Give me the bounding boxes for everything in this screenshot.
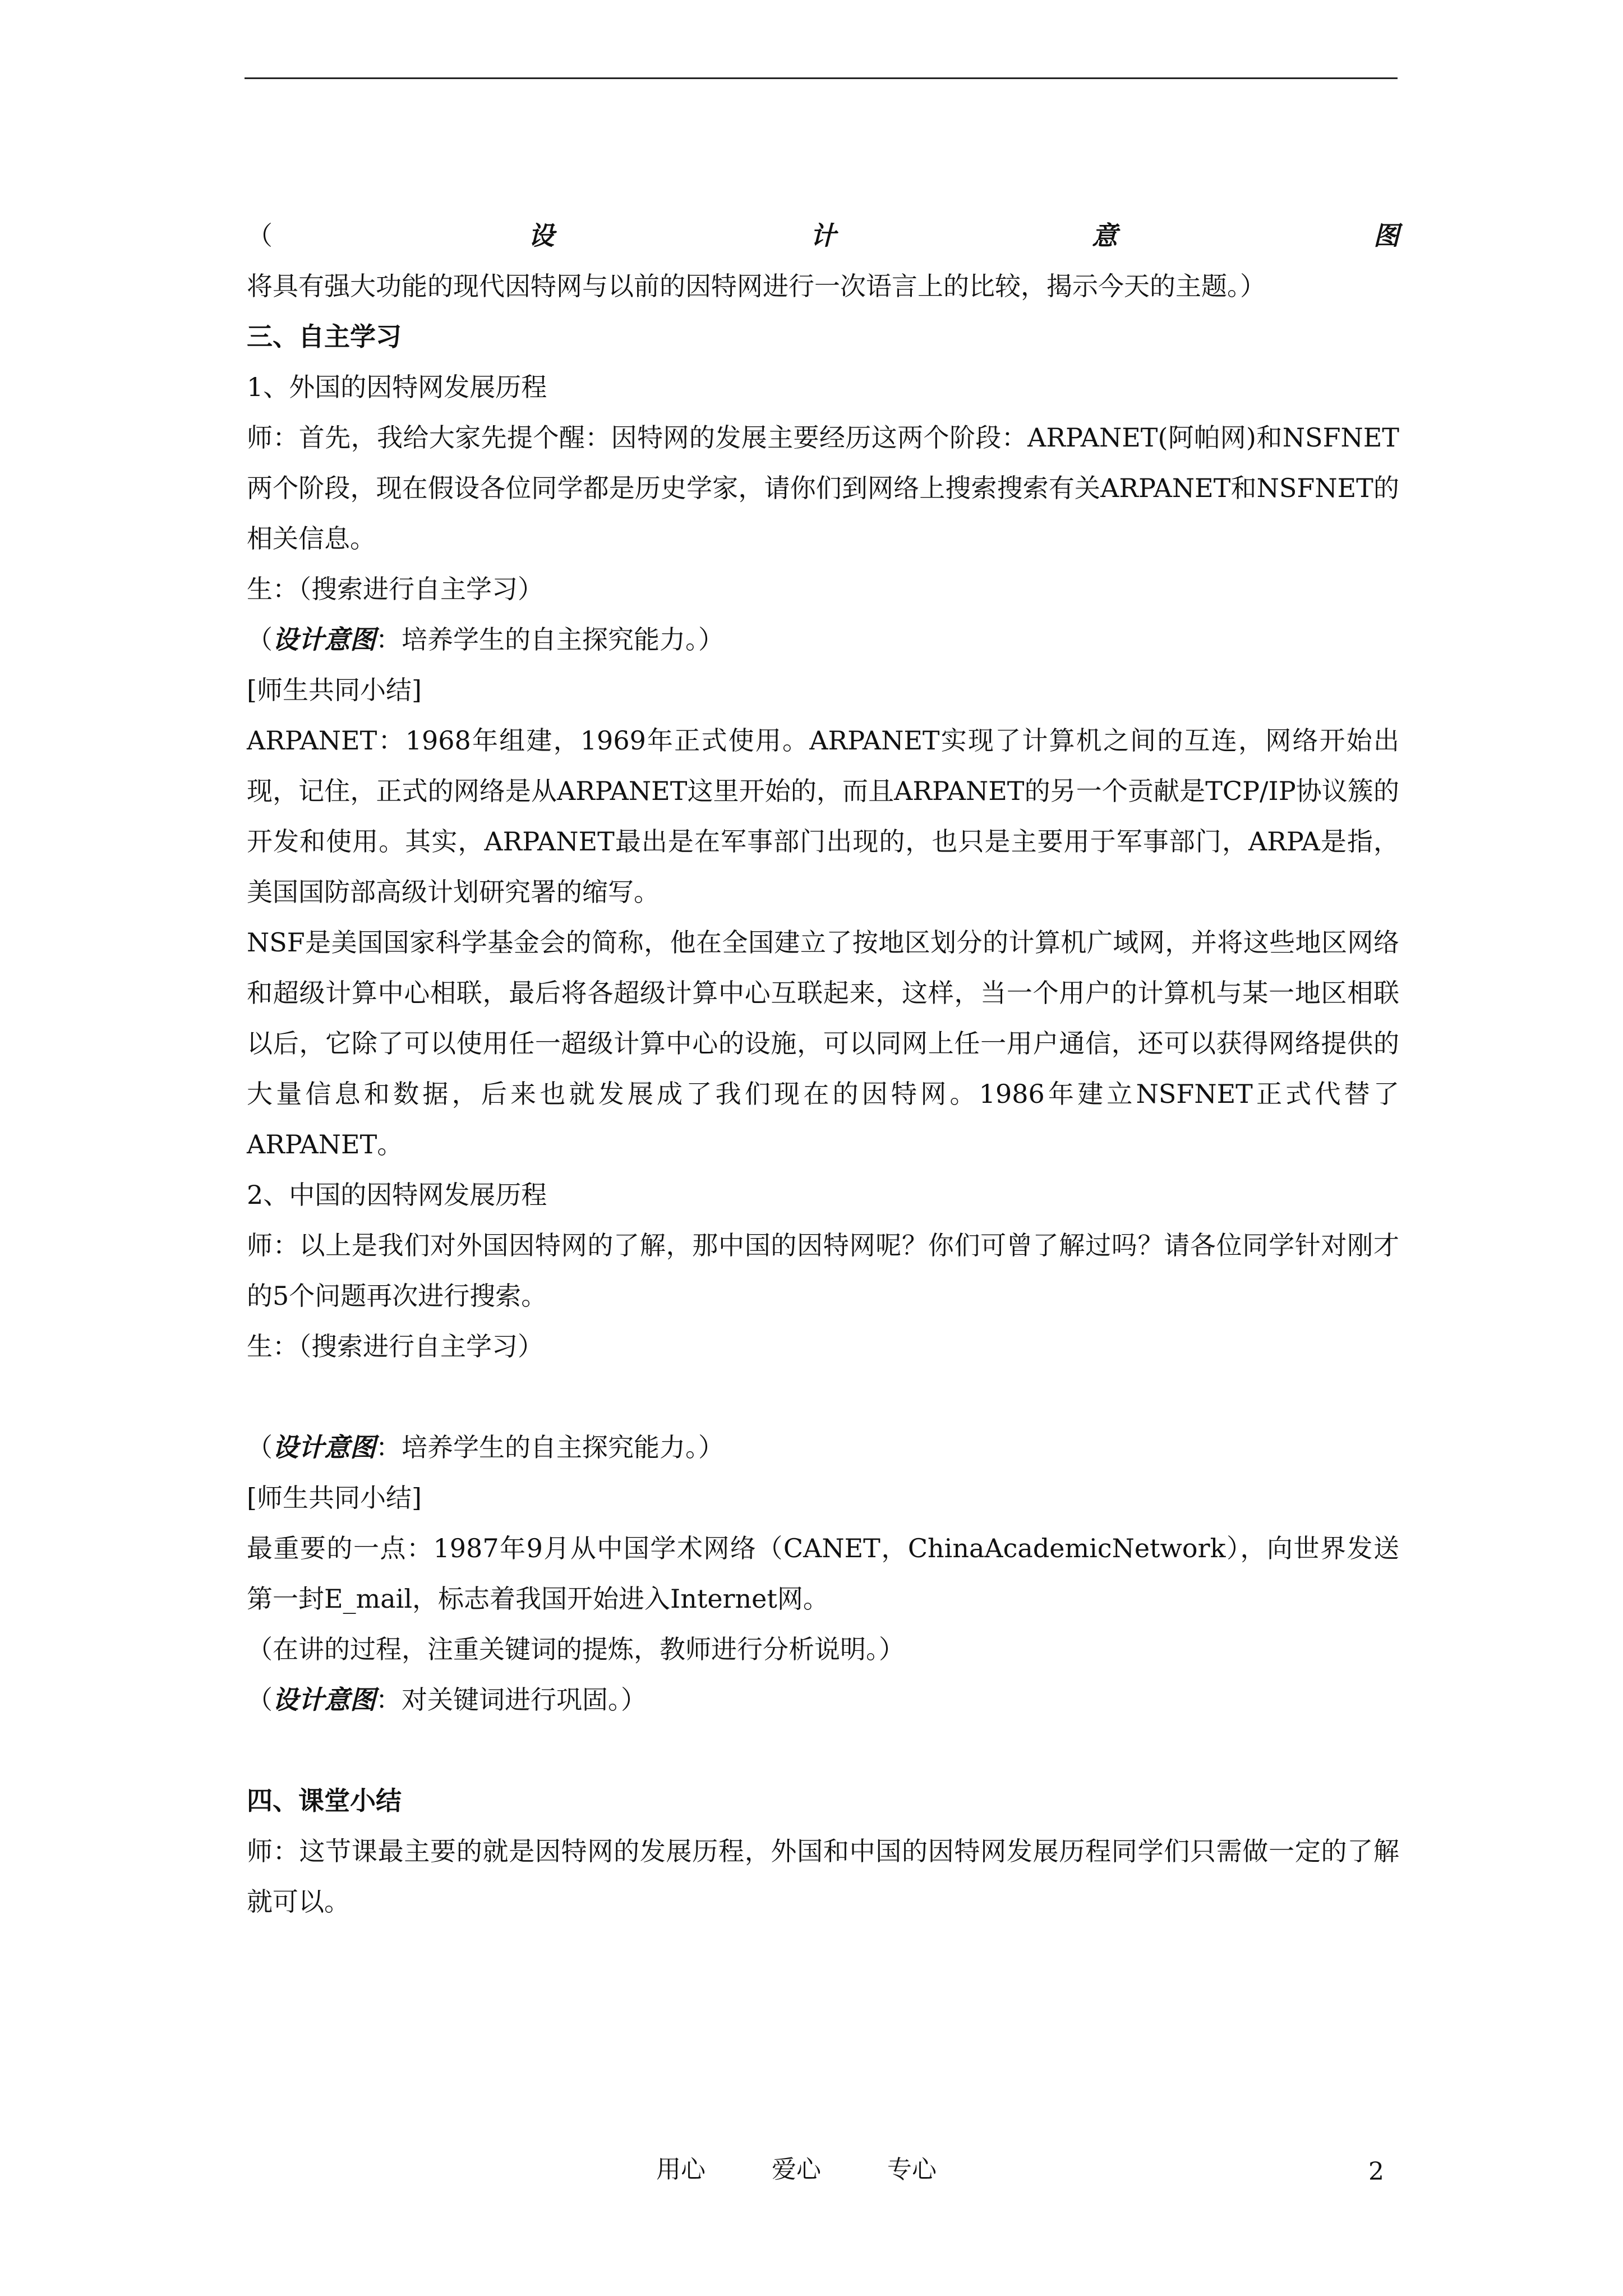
- text-run: ：培养学生的自主探究能力。）: [376, 1432, 724, 1462]
- text-run: ARPANET：1968年组建，1969年正式使用。ARPANET实现了计算机之间的互连，网络开始出现，记住，正式的网络是从ARPANET这里开始的，而且ARPANET的另一个贡献是TCP/IP协议簇的开发和使用。其实，ARPANET最出是在军事部门出现的，也只是主要用于军事部门，ARPA是指，美国国防部高级计划研究署的缩写。: [247, 725, 1399, 907]
- paragraph: [247, 1826, 1399, 1927]
- paragraph: [247, 1170, 1399, 1220]
- section-heading: [247, 1775, 1399, 1826]
- text-run: （: [247, 220, 529, 251]
- text-run: （在讲的过程，注重关键词的提炼，教师进行分析说明。）: [247, 1634, 905, 1664]
- paragraph: [247, 1523, 1399, 1624]
- text-run: （: [247, 1685, 273, 1715]
- paragraph: [247, 715, 1399, 917]
- document-body: [247, 210, 1399, 1927]
- design-intent-label: 设计意图: [273, 1432, 376, 1462]
- header-rule: [245, 77, 1398, 79]
- design-intent-label: 设计意图: [273, 624, 376, 655]
- paragraph: [247, 917, 1399, 1170]
- footer-motto-word: 爱心: [772, 2155, 821, 2184]
- text-run: 师：首先，我给大家先提个醒：因特网的发展主要经历这两个阶段：ARPANET(阿帕网)和NSFNET两个阶段，现在假设各位同学都是历史学家，请你们到网络上搜索搜索有关ARPANET和NSFNET的相关信息。: [247, 422, 1399, 554]
- page-number: 2: [1368, 2157, 1384, 2186]
- paragraph: [247, 412, 1399, 564]
- text-run: （: [247, 1432, 273, 1462]
- paragraph: [247, 1473, 1399, 1523]
- text-run: 2、中国的因特网发展历程: [247, 1180, 547, 1210]
- paragraph: [247, 1422, 1399, 1473]
- text-run: 生：（搜索进行自主学习）: [247, 574, 543, 604]
- text-run: 1、外国的因特网发展历程: [247, 372, 547, 402]
- paragraph: [247, 210, 1399, 311]
- paragraph: [247, 665, 1399, 715]
- text-run: NSF是美国国家科学基金会的简称，他在全国建立了按地区划分的计算机广域网，并将这些地区网络和超级计算中心相联，最后将各超级计算中心互联起来，这样，当一个用户的计算机与某一地区相联以后，它除了可以使用任一超级计算中心的设施，可以同网上任一用户通信，还可以获得网络提供的大量信息和数据，后来也就发展成了我们现在的因特网。1986年建立NSFNET正式代替了ARPANET。: [247, 927, 1399, 1159]
- text-run: ：培养学生的自主探究能力。）: [376, 624, 724, 655]
- paragraph: [247, 1220, 1399, 1321]
- text-run: 三、自主学习: [247, 321, 402, 352]
- text-run: [师生共同小结]: [247, 1483, 422, 1513]
- text-run: 将具有强大功能的现代因特网与以前的因特网进行一次语言上的比较，揭示今天的主题。）: [247, 271, 1266, 301]
- text-run: ：对关键词进行巩固。）: [376, 1685, 647, 1715]
- blank-line: [247, 1725, 1399, 1775]
- design-intent-label: 设计意图: [528, 220, 1399, 251]
- paragraph: [247, 564, 1399, 614]
- design-intent-label: 设计意图: [273, 1685, 376, 1715]
- footer-motto-word: 专心: [887, 2155, 937, 2184]
- text-run: 生：（搜索进行自主学习）: [247, 1331, 543, 1361]
- paragraph: [247, 1321, 1399, 1372]
- blank-line: [247, 1372, 1399, 1422]
- text-run: （: [247, 624, 273, 655]
- footer-motto: [656, 2153, 937, 2187]
- text-run: 师：以上是我们对外国因特网的了解，那中国的因特网呢？你们可曾了解过吗？请各位同学针对刚才的5个问题再次进行搜索。: [247, 1230, 1399, 1311]
- paragraph: [247, 614, 1399, 665]
- text-run: 最重要的一点：1987年9月从中国学术网络（CANET，ChinaAcademicNetwork），向世界发送第一封E_mail，标志着我国开始进入Internet网。: [247, 1533, 1399, 1614]
- text-run: 四、课堂小结: [247, 1786, 402, 1816]
- paragraph: [247, 362, 1399, 412]
- section-heading: [247, 311, 1399, 362]
- footer-motto-word: 用心: [656, 2155, 706, 2184]
- text-run: [师生共同小结]: [247, 675, 422, 705]
- paragraph: [247, 1624, 1399, 1674]
- paragraph: [247, 1674, 1399, 1725]
- text-run: 师：这节课最主要的就是因特网的发展历程，外国和中国的因特网发展历程同学们只需做一定的了解就可以。: [247, 1836, 1399, 1917]
